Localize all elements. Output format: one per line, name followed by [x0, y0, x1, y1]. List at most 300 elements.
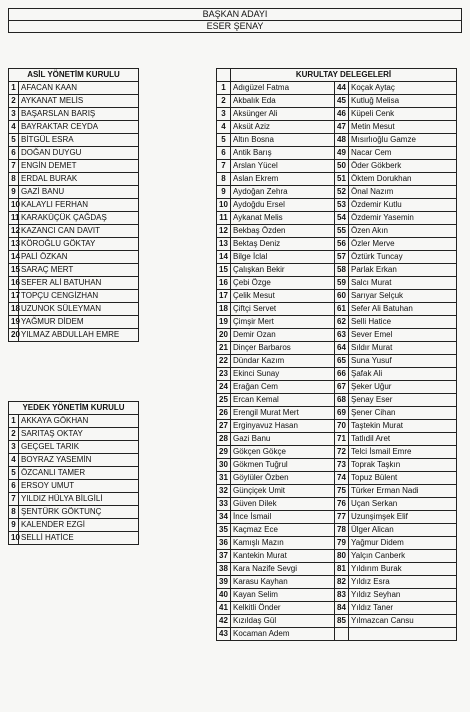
- kurultay-corner-cell: [217, 69, 231, 82]
- delegate-name: Parlak Erkan: [349, 264, 457, 277]
- asil-member-row: [9, 173, 139, 186]
- delegate-name: Nacar Cem: [349, 147, 457, 160]
- asil-member-row-number: 13: [9, 238, 19, 251]
- delegate-number: 7: [217, 160, 231, 173]
- delegate-row: [217, 121, 457, 134]
- asil-member-row-number: 20: [9, 329, 19, 342]
- asil-member-row-name: TOPÇU CENGİZHAN: [19, 290, 139, 303]
- delegate-name: Yıldırım Burak: [349, 563, 457, 576]
- yedek-member-row: [9, 506, 139, 519]
- asil-member-row-name: ERDAL BURAK: [19, 173, 139, 186]
- delegate-row: [217, 446, 457, 459]
- asil-member-row: [9, 134, 139, 147]
- asil-member-row: [9, 264, 139, 277]
- delegate-row: [217, 173, 457, 186]
- delegate-number: 31: [217, 472, 231, 485]
- delegate-number: 59: [335, 277, 349, 290]
- delegate-name: Gökçen Gökçe: [231, 446, 335, 459]
- delegate-name: Uzunşimşek Elif: [349, 511, 457, 524]
- delegate-number: 73: [335, 459, 349, 472]
- delegate-number: 58: [335, 264, 349, 277]
- asil-member-row: [9, 186, 139, 199]
- delegate-name: Gökmen Tuğrul: [231, 459, 335, 472]
- delegate-name: Metin Mesut: [349, 121, 457, 134]
- asil-member-row: [9, 225, 139, 238]
- delegate-name: Aykanat Melis: [231, 212, 335, 225]
- delegate-number: 63: [335, 329, 349, 342]
- delegate-row: [217, 420, 457, 433]
- asil-member-row-name: GAZİ BANU: [19, 186, 139, 199]
- delegate-number: 77: [335, 511, 349, 524]
- delegate-row: [217, 407, 457, 420]
- yedek-member-row-name: ÖZCANLI TAMER: [19, 467, 139, 480]
- delegate-number: 25: [217, 394, 231, 407]
- delegate-row: [217, 498, 457, 511]
- delegate-row: [217, 563, 457, 576]
- delegate-number: 5: [217, 134, 231, 147]
- delegate-number: 78: [335, 524, 349, 537]
- delegate-row: [217, 472, 457, 485]
- empty-cell: [349, 628, 457, 641]
- asil-member-row-number: 19: [9, 316, 19, 329]
- delegate-name: Dinçer Barbaros: [231, 342, 335, 355]
- asil-member-row-number: 2: [9, 95, 19, 108]
- yedek-member-row: [9, 519, 139, 532]
- delegate-number: 54: [335, 212, 349, 225]
- candidate-name: ESER ŞENAY: [206, 21, 264, 31]
- asil-member-row: [9, 212, 139, 225]
- delegate-name: İnce İsmail: [231, 511, 335, 524]
- delegate-number: 53: [335, 199, 349, 212]
- delegate-row: [217, 368, 457, 381]
- delegate-name: Çebi Özge: [231, 277, 335, 290]
- delegate-row: [217, 615, 457, 628]
- asil-member-row: [9, 199, 139, 212]
- delegate-name: Ülger Alican: [349, 524, 457, 537]
- asil-member-row-number: 5: [9, 134, 19, 147]
- delegate-name: Topuz Bülent: [349, 472, 457, 485]
- delegate-name: Yıldız Esra: [349, 576, 457, 589]
- delegate-name: Uçan Serkan: [349, 498, 457, 511]
- delegate-number: 10: [217, 199, 231, 212]
- delegate-name: Aydoğan Zehra: [231, 186, 335, 199]
- delegate-number: 52: [335, 186, 349, 199]
- delegate-name: Küpeli Cenk: [349, 108, 457, 121]
- delegate-name: Özler Merve: [349, 238, 457, 251]
- delegate-row: [217, 134, 457, 147]
- asil-member-row-number: 11: [9, 212, 19, 225]
- delegate-row: [217, 342, 457, 355]
- asil-member-row-number: 12: [9, 225, 19, 238]
- delegate-number: 6: [217, 147, 231, 160]
- delegate-name: Erginyavuz Hasan: [231, 420, 335, 433]
- asil-board-title: ASİL YÖNETİM KURULU: [9, 69, 139, 82]
- delegate-number: 68: [335, 394, 349, 407]
- yedek-member-row-number: 9: [9, 519, 19, 532]
- yedek-member-row: [9, 415, 139, 428]
- delegate-row: [217, 433, 457, 446]
- yedek-member-row-number: 1: [9, 415, 19, 428]
- asil-member-row-number: 4: [9, 121, 19, 134]
- asil-member-row-number: 1: [9, 82, 19, 95]
- delegate-number: 11: [217, 212, 231, 225]
- delegate-number: 72: [335, 446, 349, 459]
- delegate-number: 71: [335, 433, 349, 446]
- delegate-number: 55: [335, 225, 349, 238]
- delegate-number: 28: [217, 433, 231, 446]
- delegate-name: Altın Bosna: [231, 134, 335, 147]
- delegate-number: 51: [335, 173, 349, 186]
- delegate-number: 62: [335, 316, 349, 329]
- delegate-name: Kaçmaz Ece: [231, 524, 335, 537]
- delegate-name: Özdemir Yasemin: [349, 212, 457, 225]
- delegate-name: Öder Gökberk: [349, 160, 457, 173]
- delegate-row: [217, 316, 457, 329]
- asil-member-row-number: 18: [9, 303, 19, 316]
- asil-member-row-name: SARAÇ MERT: [19, 264, 139, 277]
- yedek-member-row-number: 3: [9, 441, 19, 454]
- delegate-name: Erağan Cem: [231, 381, 335, 394]
- delegate-number: 41: [217, 602, 231, 615]
- asil-member-row: [9, 95, 139, 108]
- delegate-name: Dündar Kazım: [231, 355, 335, 368]
- delegate-name: Koçak Aytaç: [349, 82, 457, 95]
- delegate-row: [217, 199, 457, 212]
- asil-member-row-name: PALİ ÖZKAN: [19, 251, 139, 264]
- delegate-row: [217, 537, 457, 550]
- asil-member-row-name: KARAKÜÇÜK ÇAĞDAŞ: [19, 212, 139, 225]
- delegate-row: [217, 459, 457, 472]
- delegate-name: Kamışlı Mazın: [231, 537, 335, 550]
- delegate-name: Erengil Murat Mert: [231, 407, 335, 420]
- delegate-number: 83: [335, 589, 349, 602]
- delegate-number: 36: [217, 537, 231, 550]
- yedek-member-row: [9, 493, 139, 506]
- delegate-number: 35: [217, 524, 231, 537]
- delegate-number: 30: [217, 459, 231, 472]
- delegate-number: 23: [217, 368, 231, 381]
- yedek-member-row-name: AKKAYA GÖKHAN: [19, 415, 139, 428]
- asil-member-row-number: 3: [9, 108, 19, 121]
- delegate-name: Adıgüzel Fatma: [231, 82, 335, 95]
- asil-member-row-number: 6: [9, 147, 19, 160]
- asil-member-row-name: BAŞARSLAN BARIŞ: [19, 108, 139, 121]
- delegate-name: Bekbaş Özden: [231, 225, 335, 238]
- delegate-name: Taştekin Murat: [349, 420, 457, 433]
- delegate-number: 21: [217, 342, 231, 355]
- delegate-number: 75: [335, 485, 349, 498]
- delegate-name: Özdemir Kutlu: [349, 199, 457, 212]
- delegate-number: 74: [335, 472, 349, 485]
- asil-member-row: [9, 277, 139, 290]
- delegate-name: Türker Erman Nadi: [349, 485, 457, 498]
- delegate-number: 33: [217, 498, 231, 511]
- delegate-number: 84: [335, 602, 349, 615]
- asil-member-row-number: 10: [9, 199, 19, 212]
- delegate-name: Salcı Murat: [349, 277, 457, 290]
- yedek-member-row-name: BOYRAZ YASEMİN: [19, 454, 139, 467]
- yedek-member-row-number: 4: [9, 454, 19, 467]
- delegate-row: [217, 355, 457, 368]
- asil-member-row-name: SEFER ALİ BATUHAN: [19, 277, 139, 290]
- delegate-row: [217, 589, 457, 602]
- delegate-name: Şeker Uğur: [349, 381, 457, 394]
- asil-member-row-name: BİTGÜL ESRA: [19, 134, 139, 147]
- delegate-name: Sefer Ali Batuhan: [349, 303, 457, 316]
- asil-member-row-name: BAYRAKTAR CEYDA: [19, 121, 139, 134]
- delegate-number: 65: [335, 355, 349, 368]
- asil-member-row-name: KÖROĞLU GÖKTAY: [19, 238, 139, 251]
- yedek-member-row-number: 8: [9, 506, 19, 519]
- delegate-number: 70: [335, 420, 349, 433]
- delegate-row: [217, 524, 457, 537]
- delegate-number: 47: [335, 121, 349, 134]
- asil-board-table: [8, 68, 139, 342]
- delegate-number: 50: [335, 160, 349, 173]
- delegate-name: Kocaman Adem: [231, 628, 335, 641]
- delegate-row: [217, 95, 457, 108]
- delegate-name: Yıldız Seyhan: [349, 589, 457, 602]
- delegate-number: 32: [217, 485, 231, 498]
- delegate-number: 61: [335, 303, 349, 316]
- asil-member-row-number: 8: [9, 173, 19, 186]
- asil-member-row-name: ENGİN DEMET: [19, 160, 139, 173]
- delegate-number: 12: [217, 225, 231, 238]
- delegate-row: [217, 628, 457, 641]
- delegate-number: 2: [217, 95, 231, 108]
- delegate-name: Çelik Mesut: [231, 290, 335, 303]
- delegate-number: 22: [217, 355, 231, 368]
- delegate-row: [217, 381, 457, 394]
- delegate-number: 20: [217, 329, 231, 342]
- delegate-number: 45: [335, 95, 349, 108]
- delegate-number: 49: [335, 147, 349, 160]
- delegate-number: 40: [217, 589, 231, 602]
- delegate-number: 46: [335, 108, 349, 121]
- delegate-number: 85: [335, 615, 349, 628]
- yedek-member-row-number: 5: [9, 467, 19, 480]
- delegate-number: 26: [217, 407, 231, 420]
- delegate-row: [217, 251, 457, 264]
- delegate-name: Kara Nazife Sevgi: [231, 563, 335, 576]
- delegate-row: [217, 550, 457, 563]
- asil-member-row-number: 14: [9, 251, 19, 264]
- delegate-row: [217, 511, 457, 524]
- candidate-role: BAŞKAN ADAYI: [9, 9, 461, 21]
- asil-member-row: [9, 147, 139, 160]
- delegate-row: [217, 329, 457, 342]
- delegate-row: [217, 108, 457, 121]
- delegate-row: [217, 212, 457, 225]
- delegate-name: Demir Ozan: [231, 329, 335, 342]
- delegate-name: Kutluğ Melisa: [349, 95, 457, 108]
- delegate-row: [217, 82, 457, 95]
- yedek-member-row: [9, 428, 139, 441]
- delegate-name: Ercan Kemal: [231, 394, 335, 407]
- delegate-number: 56: [335, 238, 349, 251]
- asil-member-row-number: 17: [9, 290, 19, 303]
- asil-member-row-name: KALAYLI FERHAN: [19, 199, 139, 212]
- asil-member-row: [9, 238, 139, 251]
- delegate-name: Aydoğdu Ersel: [231, 199, 335, 212]
- delegate-number: 66: [335, 368, 349, 381]
- delegate-name: Çimşir Mert: [231, 316, 335, 329]
- delegate-number: 18: [217, 303, 231, 316]
- delegate-number: 34: [217, 511, 231, 524]
- candidate-header: [8, 8, 462, 33]
- delegate-number: 76: [335, 498, 349, 511]
- delegate-name: Mısırlıoğlu Gamze: [349, 134, 457, 147]
- delegate-name: Aksüt Aziz: [231, 121, 335, 134]
- delegate-name: Arslan Yücel: [231, 160, 335, 173]
- yedek-member-row-name: SELLİ HATİCE: [19, 532, 139, 545]
- delegate-number: 37: [217, 550, 231, 563]
- delegate-number: 19: [217, 316, 231, 329]
- delegate-number: 24: [217, 381, 231, 394]
- delegate-number: 48: [335, 134, 349, 147]
- delegate-number: 14: [217, 251, 231, 264]
- asil-member-row: [9, 329, 139, 342]
- delegate-number: 81: [335, 563, 349, 576]
- delegate-number: 38: [217, 563, 231, 576]
- delegate-name: Şafak Ali: [349, 368, 457, 381]
- delegate-name: Özen Akın: [349, 225, 457, 238]
- delegate-name: Ekinci Sunay: [231, 368, 335, 381]
- delegate-name: Toprak Taşkın: [349, 459, 457, 472]
- kurultay-delegates-table: [216, 68, 457, 641]
- yedek-member-row-number: 2: [9, 428, 19, 441]
- yedek-board-table: [8, 401, 139, 545]
- yedek-board-title: YEDEK YÖNETİM KURULU: [9, 402, 139, 415]
- delegate-number: 80: [335, 550, 349, 563]
- delegate-number: 64: [335, 342, 349, 355]
- delegate-name: Göylüler Özben: [231, 472, 335, 485]
- asil-member-row: [9, 251, 139, 264]
- delegate-name: Yılmazcan Cansu: [349, 615, 457, 628]
- empty-cell: [335, 628, 349, 641]
- asil-member-row: [9, 290, 139, 303]
- delegate-row: [217, 238, 457, 251]
- asil-member-row: [9, 121, 139, 134]
- delegate-number: 67: [335, 381, 349, 394]
- asil-member-row-name: UZUNOK SÜLEYMAN: [19, 303, 139, 316]
- delegate-name: Yıldız Taner: [349, 602, 457, 615]
- asil-member-row-name: DOĞAN DUYGU: [19, 147, 139, 160]
- delegate-number: 1: [217, 82, 231, 95]
- delegate-number: 27: [217, 420, 231, 433]
- delegate-name: Karasu Kayhan: [231, 576, 335, 589]
- yedek-member-row-name: SARITAŞ OKTAY: [19, 428, 139, 441]
- delegate-name: Şener Cihan: [349, 407, 457, 420]
- delegate-name: Sarıyar Selçuk: [349, 290, 457, 303]
- delegate-number: 3: [217, 108, 231, 121]
- delegate-number: 29: [217, 446, 231, 459]
- asil-member-row-name: YAĞMUR DİDEM: [19, 316, 139, 329]
- delegate-row: [217, 303, 457, 316]
- delegate-row: [217, 290, 457, 303]
- delegate-name: Suna Yusuf: [349, 355, 457, 368]
- delegate-name: Antik Barış: [231, 147, 335, 160]
- delegate-number: 60: [335, 290, 349, 303]
- delegate-row: [217, 602, 457, 615]
- delegate-number: 15: [217, 264, 231, 277]
- delegate-name: Selli Hatice: [349, 316, 457, 329]
- delegate-row: [217, 394, 457, 407]
- delegate-name: Telci İsmail Emre: [349, 446, 457, 459]
- delegate-name: Gazi Banu: [231, 433, 335, 446]
- delegate-name: Bilge İclal: [231, 251, 335, 264]
- yedek-member-row-name: GEÇGEL TARIK: [19, 441, 139, 454]
- asil-member-row-name: AYKANAT MELİS: [19, 95, 139, 108]
- delegate-number: 57: [335, 251, 349, 264]
- delegate-number: 42: [217, 615, 231, 628]
- delegate-number: 8: [217, 173, 231, 186]
- delegate-row: [217, 576, 457, 589]
- delegate-number: 82: [335, 576, 349, 589]
- delegate-name: Kayan Selim: [231, 589, 335, 602]
- delegate-row: [217, 147, 457, 160]
- yedek-member-row-number: 6: [9, 480, 19, 493]
- delegate-name: Kızıldaş Gül: [231, 615, 335, 628]
- delegate-name: Kelkitli Önder: [231, 602, 335, 615]
- delegate-name: Akbalık Eda: [231, 95, 335, 108]
- asil-member-row-number: 7: [9, 160, 19, 173]
- yedek-member-row-name: ERSOY UMUT: [19, 480, 139, 493]
- delegate-name: Günçiçek Umit: [231, 485, 335, 498]
- yedek-member-row-number: 7: [9, 493, 19, 506]
- asil-member-row-number: 15: [9, 264, 19, 277]
- delegate-number: 4: [217, 121, 231, 134]
- delegate-number: 16: [217, 277, 231, 290]
- delegate-name: Yağmur Didem: [349, 537, 457, 550]
- delegate-name: Tatlıdil Aret: [349, 433, 457, 446]
- yedek-member-row: [9, 454, 139, 467]
- delegate-row: [217, 160, 457, 173]
- delegate-name: Önal Nazım: [349, 186, 457, 199]
- delegate-row: [217, 485, 457, 498]
- asil-member-row: [9, 316, 139, 329]
- delegate-number: 44: [335, 82, 349, 95]
- asil-member-row: [9, 160, 139, 173]
- asil-member-row-name: YILMAZ ABDULLAH EMRE: [19, 329, 139, 342]
- yedek-member-row: [9, 467, 139, 480]
- yedek-member-row: [9, 441, 139, 454]
- delegate-number: 69: [335, 407, 349, 420]
- delegate-number: 39: [217, 576, 231, 589]
- delegate-name: Şenay Eser: [349, 394, 457, 407]
- asil-member-row-number: 9: [9, 186, 19, 199]
- asil-member-row-name: KAZANCI CAN DAVIT: [19, 225, 139, 238]
- asil-member-row: [9, 108, 139, 121]
- delegate-name: Öktem Dorukhan: [349, 173, 457, 186]
- delegate-name: Öztürk Tuncay: [349, 251, 457, 264]
- delegate-name: Yalçın Canberk: [349, 550, 457, 563]
- delegate-number: 79: [335, 537, 349, 550]
- delegate-name: Kantekin Murat: [231, 550, 335, 563]
- delegate-name: Çalışkan Bekir: [231, 264, 335, 277]
- delegate-number: 13: [217, 238, 231, 251]
- asil-member-row: [9, 82, 139, 95]
- yedek-member-row-name: YILDIZ HÜLYA BİLGİLİ: [19, 493, 139, 506]
- delegate-number: 9: [217, 186, 231, 199]
- asil-member-row-name: AFACAN KAAN: [19, 82, 139, 95]
- yedek-member-row-name: KALENDER EZGİ: [19, 519, 139, 532]
- delegate-name: Sıldır Murat: [349, 342, 457, 355]
- delegate-row: [217, 225, 457, 238]
- delegate-name: Güven Dilek: [231, 498, 335, 511]
- delegate-row: [217, 264, 457, 277]
- delegate-name: Aslan Ekrem: [231, 173, 335, 186]
